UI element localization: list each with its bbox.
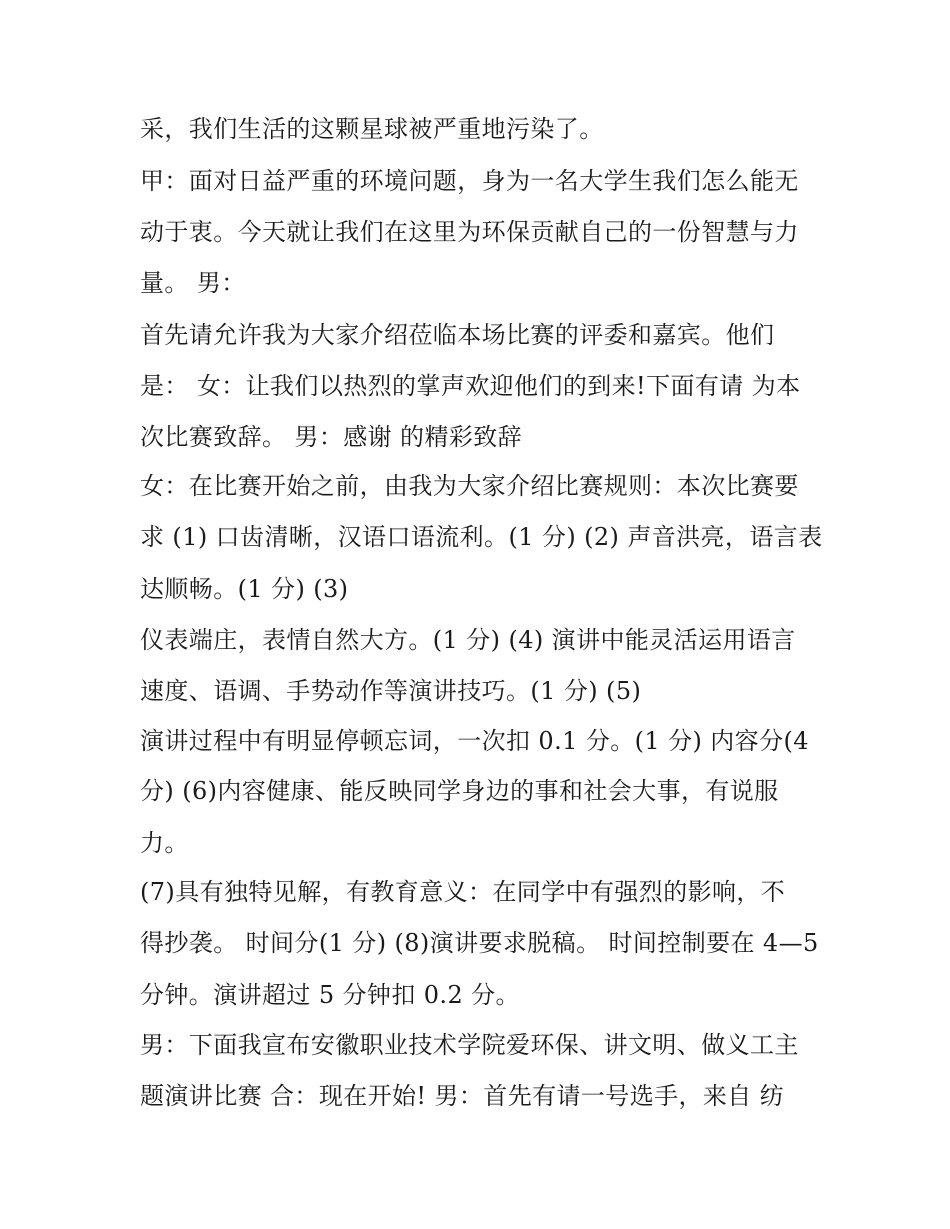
text-line: 求 (1) 口齿清晰，汉语口语流利。(1 分) (2) 声音洪亮，语言表 — [140, 523, 823, 551]
text-line: 分) (6)内容健康、能反映同学身边的事和社会大事，有说服 — [140, 777, 779, 805]
text-line: 甲：面对日益严重的环境问题，身为一名大学生我们怎么能无 — [140, 167, 799, 195]
text-line: 次比赛致辞。 男：感谢 的精彩致辞 — [140, 423, 523, 451]
text-line: 男：下面我宣布安徽职业技术学院爱环保、讲文明、做义工主 — [140, 1031, 799, 1059]
text-line: 动于衷。今天就让我们在这里为环保贡献自己的一份智慧与力 — [140, 218, 799, 246]
text-line: 女：在比赛开始之前，由我为大家介绍比赛规则：本次比赛要 — [140, 472, 799, 500]
text-line: 是： 女：让我们以热烈的掌声欢迎他们的到来!下面有请 为本 — [140, 372, 801, 400]
text-line: 速度、语调、手势动作等演讲技巧。(1 分) (5) — [140, 677, 642, 705]
text-line: 演讲过程中有明显停顿忘词，一次扣 0.1 分。(1 分) 内容分(4 — [140, 727, 809, 755]
text-line: 力。 — [140, 829, 189, 857]
text-line: 题演讲比赛 合：现在开始! 男：首先有请一号选手，来自 纺 — [140, 1082, 785, 1110]
text-line: 采，我们生活的这颗星球被严重地污染了。 — [140, 115, 604, 143]
text-line: 首先请允许我为大家介绍莅临本场比赛的评委和嘉宾。他们 — [140, 321, 775, 349]
text-line: 分钟。演讲超过 5 分钟扣 0.2 分。 — [140, 981, 520, 1009]
text-line: 仪表端庄，表情自然大方。(1 分) (4) 演讲中能灵活运用语言 — [140, 626, 796, 654]
text-line: 量。 男： — [140, 269, 246, 297]
text-line: 达顺畅。(1 分) (3) — [140, 575, 349, 603]
text-line: (7)具有独特见解，有教育意义：在同学中有强烈的影响，不 — [140, 878, 786, 906]
text-line: 得抄袭。 时间分(1 分) (8)演讲要求脱稿。 时间控制要在 4—5 — [140, 929, 819, 957]
